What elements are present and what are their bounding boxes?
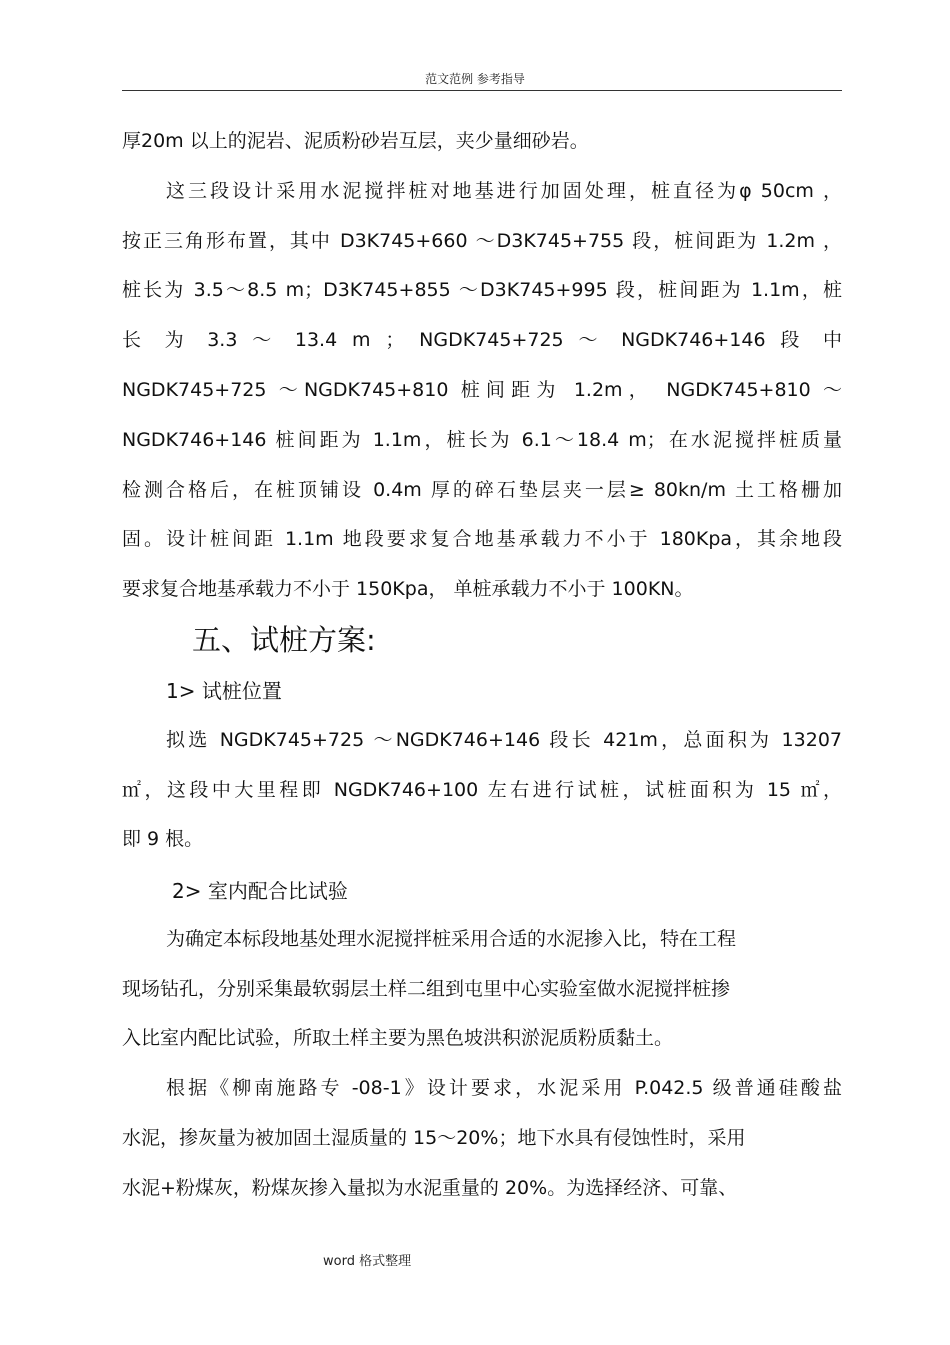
paragraph-line: 厚20m 以上的泥岩、泥质粉砂岩互层，夹少量细砂岩。 (122, 130, 589, 152)
paragraph-line: ㎡，这段中大里程即 NGDK746+100 左右进行试桩，试桩面积为 15 ㎡， (122, 779, 842, 801)
section-heading: 五、试桩方案: (192, 623, 376, 657)
paragraph-line: 现场钻孔，分别采集最软弱层土样二组到屯里中心实验室做水泥搅拌桩掺 (122, 978, 731, 1000)
page-header: 范文范例 参考指导 (425, 72, 525, 86)
paragraph-line: NGDK745+725 ～NGDK745+810 桩间距为 1.2m， NGDK745+810 ～ (122, 379, 842, 401)
page-footer: word 格式整理 (323, 1254, 412, 1269)
paragraph-line: NGDK746+146 桩间距为 1.1m，桩长为 6.1～18.4 m；在水泥搅拌桩质量 (122, 429, 842, 451)
paragraph-line: 检测合格后，在桩顶铺设 0.4m 厚的碎石垫层夹一层≥ 80kn/m 土工格栅加 (122, 479, 842, 501)
paragraph-line: 固。设计桩间距 1.1m 地段要求复合地基承载力不小于 180Kpa，其余地段 (122, 528, 842, 550)
paragraph-line: 拟选 NGDK745+725 ～NGDK746+146 段长 421m，总面积为 13207 (166, 729, 842, 751)
paragraph-line: 根据《柳南施路专 -08-1》设计要求，水泥采用 P.042.5 级普通硅酸盐 (166, 1077, 842, 1099)
paragraph-line: 按正三角形布置，其中 D3K745+660 ～D3K745+755 段，桩间距为 1.2m ， (122, 230, 842, 252)
paragraph-line: 水泥，掺灰量为被加固土湿质量的 15～20%；地下水具有侵蚀性时，采用 (122, 1127, 746, 1149)
header-rule (122, 90, 842, 91)
paragraph-line: 桩长为 3.5～8.5 m；D3K745+855 ～D3K745+995 段，桩间距为 1.1m，桩 (122, 279, 842, 301)
paragraph-line: 为确定本标段地基处理水泥搅拌桩采用合适的水泥掺入比，特在工程 (166, 928, 737, 950)
paragraph-line: 入比室内配比试验，所取土样主要为黑色坡洪积淤泥质粉质黏土。 (122, 1027, 674, 1049)
subsection-heading: 2> 室内配合比试验 (172, 879, 348, 903)
paragraph-line: 水泥+粉煤灰，粉煤灰掺入量拟为水泥重量的 20%。为选择经济、可靠、 (122, 1177, 738, 1199)
paragraph-line: 即 9 根。 (122, 828, 204, 850)
subsection-heading: 1> 试桩位置 (166, 679, 282, 703)
paragraph-line: 要求复合地基承载力不小于 150Kpa， 单桩承载力不小于 100KN。 (122, 578, 694, 600)
paragraph-line: 这三段设计采用水泥搅拌桩对地基进行加固处理，桩直径为φ 50cm ， (166, 180, 842, 202)
paragraph-line: 长 为 3.3 ～ 13.4 m ； NGDK745+725 ～ NGDK746+146 段 中 (122, 329, 842, 351)
